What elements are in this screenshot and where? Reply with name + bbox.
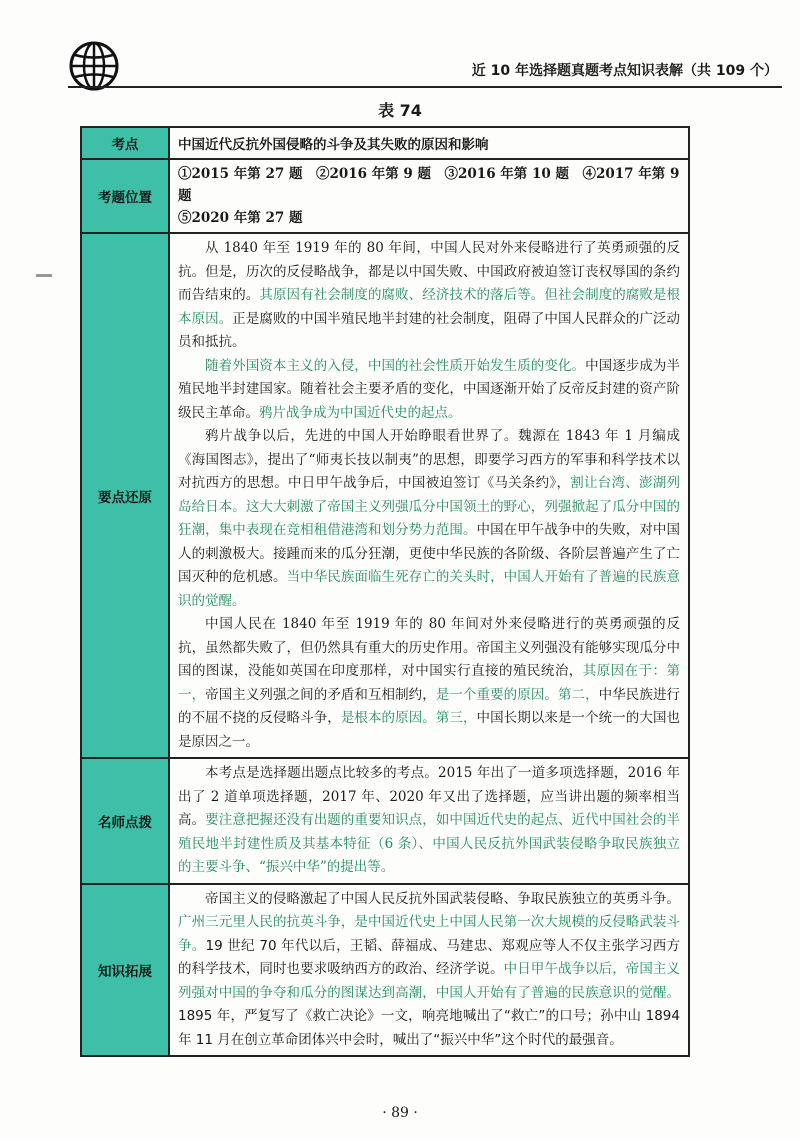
- key-points-paragraph: [178, 355, 680, 426]
- label-weizhi: 考题位置: [81, 159, 169, 233]
- header-rule: [68, 86, 782, 88]
- body-text: 中国人民在 1840 年至 1919 年的 80 年间对外来侵略进行的英勇顽强的反抗，虽然都失败了，但仍然具有重大的历史作用。帝国主义列强没有能够实现瓜分中国的图谋，没能如英国在印度那样，对中国实行直接的殖民统治，: [178, 616, 680, 679]
- highlighted-text: 是一个重要的原因。第二，: [435, 686, 599, 703]
- topic-title: 中国近代反抗外国侵略的斗争及其失败的原因和影响: [169, 127, 689, 159]
- positions-line-2: ⑤2020 年第 27 题: [178, 210, 303, 226]
- question-positions: [169, 159, 689, 233]
- highlighted-text: 广州三元里人民的抗英斗争，是中国近代史上中国人民第一次大规模的反侵略武装斗争。: [178, 914, 680, 954]
- body-text: 1895 年，严复写了《救亡决论》一文，响亮地喊出了“救亡”的口号；孙中山 1894 年 11 月在创立革命团体兴中会时，喊出了“振兴中华”这个时代的最强音。: [178, 1008, 680, 1048]
- extension-paragraph: [178, 888, 680, 1053]
- globe-icon: [68, 40, 120, 92]
- key-points-paragraph: [178, 237, 680, 355]
- body-text: 中国逐步成为半殖民地半封建国家。随着社会主要矛盾的变化，中国逐渐开始了反帝反封建的资产阶级民主革命。: [178, 357, 681, 421]
- row-kaodian: [81, 127, 689, 159]
- positions-line-1: ①2015 年第 27 题 ②2016 年第 9 题 ③2016 年第 10 题 ④2017 年第 9 题: [178, 166, 680, 204]
- body-text: 中国长期以来是一个统一的大国也是原因之一。: [178, 710, 681, 750]
- highlighted-text: 其原因有社会制度的腐败、经济技术的落后等。但社会制度的腐败是根本原因。: [178, 287, 681, 327]
- label-mingshi: 名师点拨: [81, 758, 169, 884]
- label-yaodian: 要点还原: [81, 233, 169, 758]
- teacher-tips: [169, 758, 689, 884]
- knowledge-table: [80, 126, 690, 1057]
- highlighted-text: 当中华民族面临生死存亡的关头时，中国人开始有了普遍的民族意识的觉醒。: [178, 569, 681, 609]
- highlighted-text: 是根本的原因。第三，: [340, 710, 477, 726]
- body-text: 帝国主义的侵略激起了中国人民反抗外国武装侵略、争取民族独立的英勇斗争。: [205, 890, 680, 907]
- highlighted-text: 鸦片战争成为中国近代史的起点。: [259, 404, 462, 421]
- highlighted-text: 随着外国资本主义的入侵，中国的社会性质开始发生质的变化。: [205, 357, 586, 374]
- margin-mark: [36, 274, 52, 277]
- highlighted-text: 割让台湾、澎湖列岛给日本。这大大刺激了帝国主义列强瓜分中国领土的野心，列强掀起了瓜分中国的狂潮，集中表现在竞相租借港湾和划分势力范围。: [178, 475, 681, 538]
- running-title: 近 10 年选择题真题考点知识表解（共 109 个）: [471, 63, 778, 79]
- body-text: 19 世纪 70 年代以后，王韬、薛福成、马建忠、郑观应等人不仅主张学习西方的科学技术，同时也要求吸纳西方的政治、经济学说。: [178, 937, 680, 977]
- key-points-paragraph: [178, 613, 680, 754]
- body-text: 正是腐败的中国半殖民地半封建的社会制度，阻碍了中国人民群众的广泛动员和抵抗。: [178, 310, 681, 350]
- label-tuozhan: 知识拓展: [81, 884, 169, 1057]
- row-mingshi: [81, 758, 689, 884]
- table-title: 表 74: [378, 101, 422, 120]
- highlighted-text: 中日甲午战争以后，帝国主义列强对中国的争夺和瓜分的图谋达到高潮，中国人开始有了普遍的民族意识的觉醒。: [178, 961, 681, 1001]
- body-text: 从 1840 年至 1919 年的 80 年间，中国人民对外来侵略进行了英勇顽强的反抗。但是，历次的反侵略战争，都是以中国失败、中国政府被迫签订丧权辱国的条约而告结束的。: [178, 240, 680, 303]
- key-points: [169, 233, 689, 758]
- label-kaodian: 考点: [81, 127, 169, 159]
- highlighted-text: 其原因在于：第一，: [178, 663, 681, 703]
- body-text: 中华民族进行的不屈不挠的反侵略斗争，: [178, 686, 681, 726]
- key-points-paragraph: [178, 425, 680, 613]
- body-text: 鸦片战争以后，先进的中国人开始睁眼看世界了。魏源在 1843 年 1 月编成《海国图志》，提出了“师夷长技以制夷”的思想，即要学习西方的军事和科学技术以对抗西方的思想。中日甲午战争后，中国被迫签订《马关条约》，: [178, 428, 680, 491]
- body-text: 中国在甲午战争中的失败，对中国人的刺激极大。接踵而来的瓜分狂潮，更使中华民族的各阶级、各阶层普遍产生了亡国灭种的危机感。: [178, 522, 681, 585]
- body-text: 帝国主义列强之间的矛盾和互相制约，: [205, 686, 436, 703]
- page-number: · 89 ·: [382, 1105, 418, 1121]
- tips-paragraph: [178, 762, 680, 880]
- row-weizhi: [81, 159, 689, 233]
- body-text: 本考点是选择题出题点比较多的考点。2015 年出了一道多项选择题，2016 年出了 2 道单项选择题，2017 年、2020 年又出了选择题，应当讲出题的频率相当高。: [178, 765, 680, 828]
- knowledge-extension: [169, 884, 689, 1057]
- highlighted-text: 要注意把握还没有出题的重要知识点，如中国近代史的起点、近代中国社会的半殖民地半封建性质及其基本特征（6 条）、中国人民反抗外国武装侵略争取民族独立的主要斗争、“振兴中华”的提出等。: [178, 812, 681, 875]
- row-yaodian: [81, 233, 689, 758]
- row-tuozhan: [81, 884, 689, 1057]
